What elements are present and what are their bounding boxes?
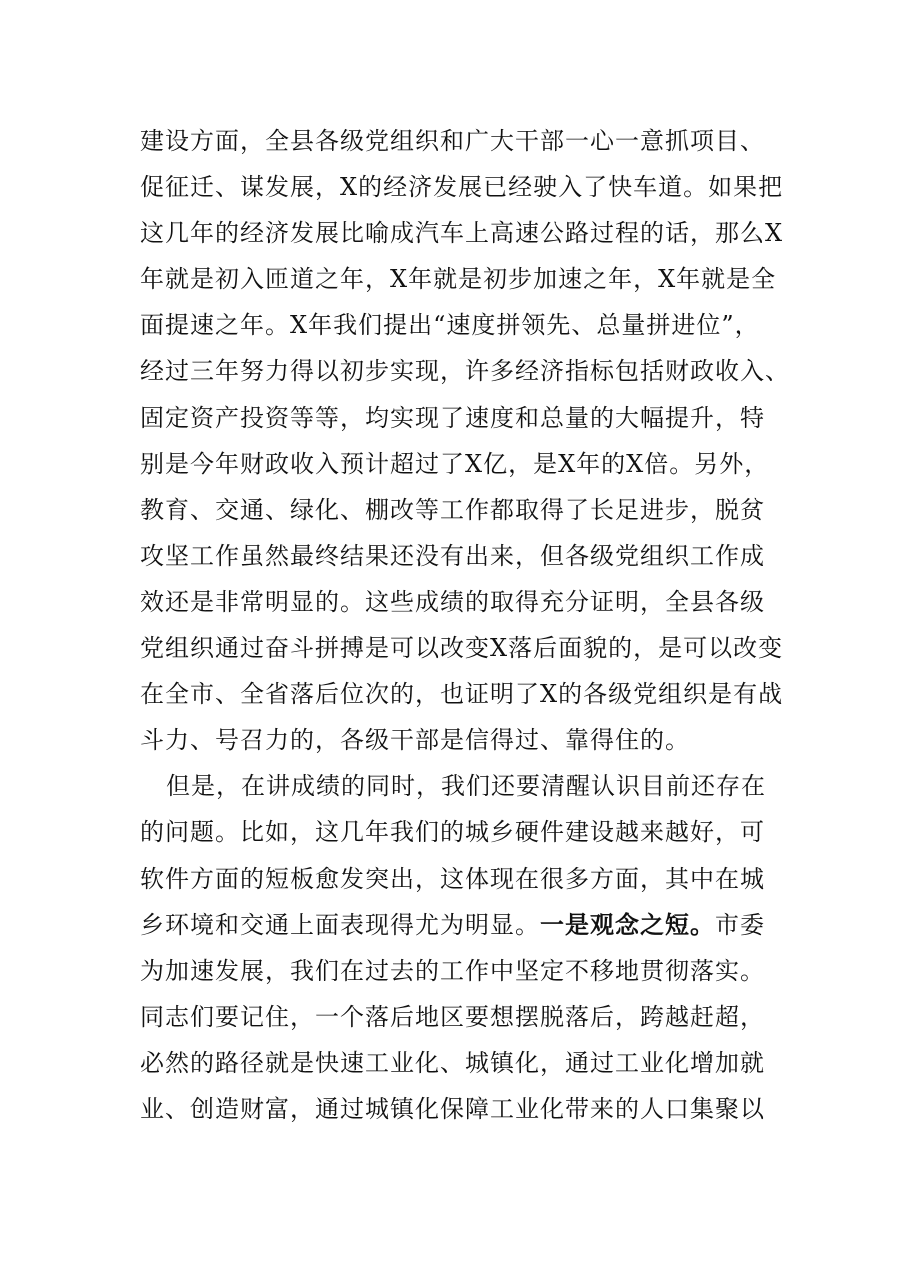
body-text	[140, 118, 790, 1132]
paragraph-2-line: 的问题。比如，这几年我们的城乡硬件建设越来越好，可	[140, 818, 765, 847]
paragraph-1-line: 别是今年财政收入预计超过了X亿，是X年的X倍。另外，	[140, 449, 770, 478]
paragraph-2-line: 软件方面的短板愈发突出，这体现在很多方面，其中在城	[140, 864, 765, 893]
paragraph-1-line: 年就是初入匝道之年，X年就是初步加速之年，X年就是全	[140, 265, 777, 294]
paragraph-1-line: 面提速之年。X年我们提出“速度拼领先、总量拼进位”，	[140, 311, 760, 340]
paragraph-1-line: 党组织通过奋斗拼搏是可以改变X落后面貌的，是可以改变	[140, 634, 784, 663]
paragraph-1-line: 建设方面，全县各级党组织和广大干部一心一意抓项目、	[140, 127, 765, 155]
paragraph-1-line: 在全市、全省落后位次的，也证明了X的各级党组织是有战	[140, 680, 784, 709]
paragraph-1-line: 这几年的经济发展比喻成汽车上高速公路过程的话，那么X	[140, 219, 784, 248]
paragraph-2-line: 必然的路径就是快速工业化、城镇化，通过工业化增加就	[140, 1048, 765, 1077]
paragraph-1-line: 攻坚工作虽然最终结果还没有出来，但各级党组织工作成	[140, 541, 765, 570]
paragraph-1-line: 斗力、号召力的，各级干部是信得过、靠得住的。	[140, 726, 690, 755]
paragraph-2-line: 同志们要记住，一个落后地区要想摆脱落后，跨越赶超，	[140, 1002, 765, 1031]
paragraph-2-line-text: 市委	[715, 910, 765, 939]
paragraph-2-line: 为加速发展，我们在过去的工作中坚定不移地贯彻落实。	[140, 956, 765, 985]
paragraph-1-line: 教育、交通、绿化、棚改等工作都取得了长足进步，脱贫	[140, 495, 765, 524]
paragraph-1-line: 促征迁、谋发展，X的经济发展已经驶入了快车道。如果把	[140, 173, 784, 202]
bold-heading-point-one: 一是观念之短。	[540, 909, 715, 939]
paragraph-2-line	[140, 902, 780, 948]
paragraph-2-line: 业、创造财富，通过城镇化保障工业化带来的人口集聚以	[140, 1094, 765, 1123]
paragraph-2-line-text: 乡环境和交通上面表现得尤为明显。	[140, 910, 540, 939]
paragraph-1-line: 固定资产投资等等，均实现了速度和总量的大幅提升，特	[140, 403, 765, 432]
paragraph-2-first-line: 但是，在讲成绩的同时，我们还要清醒认识目前还存在	[166, 772, 766, 801]
paragraph-1-line: 经过三年努力得以初步实现，许多经济指标包括财政收入、	[140, 357, 790, 386]
paragraph-1-line: 效还是非常明显的。这些成绩的取得充分证明，全县各级	[140, 587, 765, 616]
